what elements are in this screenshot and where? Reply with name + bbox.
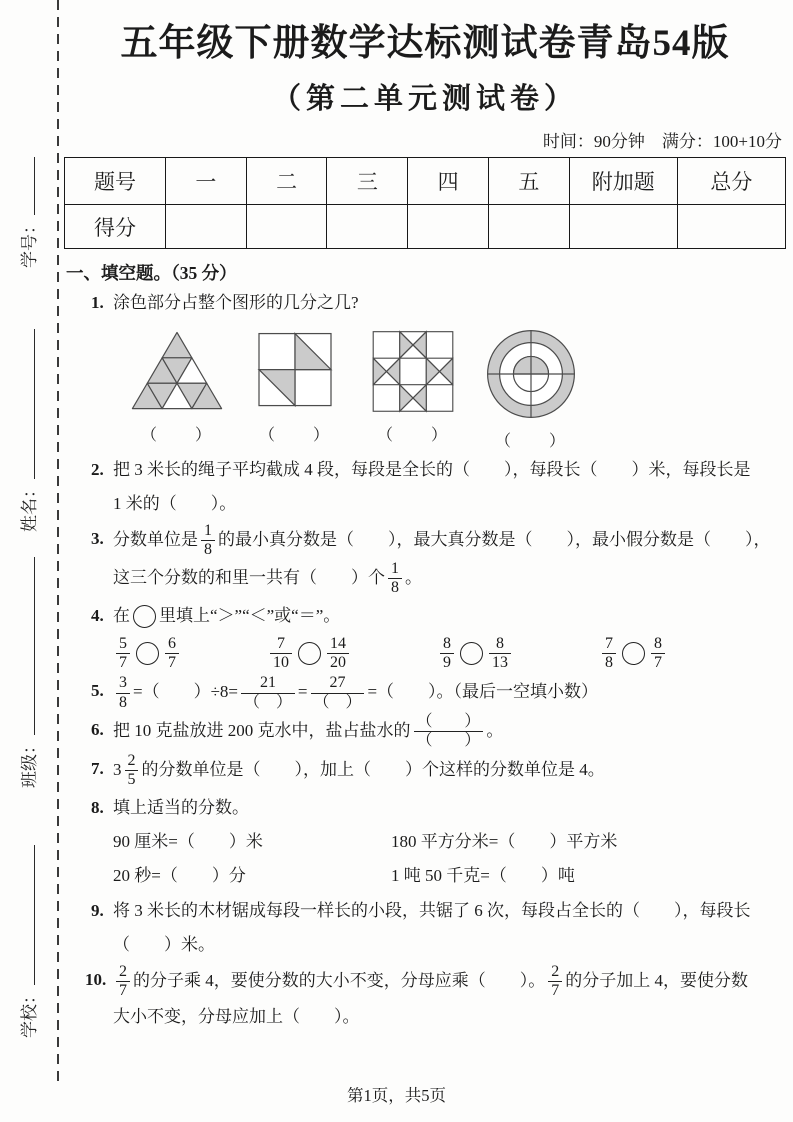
fraction: $\frac{21}{( )}$: [241, 674, 295, 712]
compare-circle-blank: [622, 642, 645, 665]
margin-label-text: 姓名：: [20, 481, 39, 532]
question-5: [64, 674, 786, 712]
question-number: 7.: [91, 758, 104, 778]
fraction: $\frac{8}{13}$: [489, 635, 511, 673]
exam-subtitle: （第二单元测试卷）: [271, 83, 578, 116]
write-in-line: [18, 329, 35, 479]
question-4: [64, 599, 786, 673]
margin-label-class: [15, 557, 40, 788]
question-line: 3 $\frac{2}{5}$ 的分数单位是（ ），加上（ ）个这样的分数单位是 4。: [113, 751, 605, 789]
page-number: 第1页，共5页: [347, 1086, 446, 1105]
question-line: $\frac{3}{8}$ =（ ）÷8= $\frac{21}{( )}$ = $\frac{27}{( )}$ =（ ）。（最后一空填小数）: [113, 674, 786, 712]
figure-circles: [472, 326, 590, 451]
conversion-grid: [113, 825, 786, 893]
fraction: $\frac{( )}{( )}$: [414, 713, 484, 751]
question-number: 4.: [91, 605, 104, 625]
question-text: [113, 752, 786, 790]
fraction: $\frac{2}{5}$: [125, 752, 139, 790]
question-number: 2.: [91, 460, 104, 480]
figure-triangle: [118, 326, 236, 451]
star-grid-figure-svg: [369, 326, 457, 416]
fraction: $\frac{27}{( )}$: [311, 674, 365, 712]
compare-circle-blank: [136, 642, 159, 665]
answer-blank: （ ）: [494, 433, 567, 451]
answer-blank: （ ）: [140, 427, 213, 445]
score-table-header-row: [65, 158, 786, 205]
fraction: $\frac{14}{20}$: [327, 635, 349, 673]
section-title: 一、填空题。（35 分）: [66, 263, 237, 284]
score-cell-empty: [408, 205, 489, 249]
fraction: $\frac{2}{7}$: [116, 963, 130, 1001]
question-10: [64, 963, 786, 1035]
conversion-item: 180 平方分米=（ ）平方米: [391, 831, 618, 851]
question-number: 10.: [85, 969, 107, 989]
question-line: 1 米的（ ）。: [113, 494, 237, 514]
comparison-item: [599, 635, 668, 673]
question-number: 3.: [91, 529, 104, 549]
square-figure-svg: [253, 326, 337, 416]
question-text: 在 里填上“＞”“＜”或“＝”。: [113, 599, 786, 633]
question-3: [64, 522, 786, 598]
question-text: [113, 894, 786, 962]
fraction: $\frac{6}{7}$: [165, 635, 179, 673]
margin-label-text: 学号：: [20, 217, 39, 268]
fraction: $\frac{8}{9}$: [440, 635, 454, 673]
question-line: 大小不变，分母应加上（ ）。: [113, 1007, 360, 1027]
question-text: [113, 713, 786, 751]
question-1-figures: [118, 326, 786, 451]
score-cell-empty: [165, 205, 246, 249]
write-in-line: [18, 845, 35, 985]
fraction: $\frac{8}{7}$: [651, 635, 665, 673]
compare-circle-blank: [460, 642, 483, 665]
answer-blank: （ ）: [376, 427, 449, 445]
score-cell-empty: [327, 205, 408, 249]
write-in-line: [18, 557, 35, 735]
question-number: 9.: [91, 900, 104, 920]
triangle-figure-svg: [125, 326, 229, 416]
question-line: 分数单位是 $\frac{1}{8}$ 的最小真分数是（ ），最大真分数是（ ），最小假分数是（ ），: [113, 522, 771, 559]
fraction: $\frac{5}{7}$: [116, 635, 130, 673]
margin-label-student-id: [15, 157, 40, 268]
score-header-cell: 总分: [677, 158, 785, 205]
question-9: [64, 894, 786, 962]
comparison-row: [113, 635, 786, 673]
comparison-item: [113, 635, 182, 673]
score-header-cell: 附加题: [569, 158, 677, 205]
score-header-cell: 三: [327, 158, 408, 205]
score-header-cell: 题号: [65, 158, 166, 205]
question-number: 6.: [91, 720, 104, 740]
score-cell-empty: [677, 205, 785, 249]
compare-circle-blank: [133, 605, 156, 628]
fraction: $\frac{1}{8}$: [388, 560, 402, 598]
question-line: 把 3 米长的绳子平均截成 4 段，每段是全长的（ ），每段长（ ）米，每段长是: [113, 460, 751, 480]
score-cell-empty: [488, 205, 569, 249]
score-header-cell: 四: [408, 158, 489, 205]
fraction: $\frac{1}{8}$: [201, 522, 215, 560]
exam-meta: 时间：90分钟 满分：100+10分: [542, 132, 782, 152]
margin-label-text: 学校：: [20, 987, 39, 1038]
question-2: [64, 453, 786, 521]
compare-circle-blank: [298, 642, 321, 665]
fold-dashed-line: [57, 0, 59, 1088]
fraction: $\frac{7}{10}$: [270, 635, 292, 673]
question-text: 涂色部分占整个图形的几分之几?: [113, 293, 359, 313]
question-7: [64, 752, 786, 790]
score-header-cell: 五: [488, 158, 569, 205]
exam-title: 五年级下册数学达标测试卷青岛54版: [120, 23, 730, 64]
question-number: 5.: [91, 681, 104, 701]
question-text: [113, 522, 786, 598]
question-6: [64, 713, 786, 751]
question-number: 1.: [91, 293, 104, 313]
question-number: 8.: [91, 797, 104, 817]
figure-square: [236, 326, 354, 451]
question-line: （ ）米。: [113, 934, 215, 954]
score-cell-empty: [246, 205, 327, 249]
question-line: $\frac{2}{7}$ 的分子乘 4，要使分数的大小不变，分母应乘（ ）。 $\frac{2}{7}$ 的分子加上 4，要使分数: [113, 963, 786, 1001]
question-line: 这三个分数的和里一共有（ ）个 $\frac{1}{8}$ 。: [113, 559, 422, 597]
question-text: [113, 674, 786, 712]
write-in-line: [18, 157, 35, 215]
question-line: 将 3 米长的木材锯成每段一样长的小段，共锯了 6 次，每段占全长的（ ），每段长: [113, 900, 751, 920]
score-table: [64, 157, 786, 249]
conversion-item: 90 厘米=（ ）米: [113, 831, 263, 851]
question-text: [113, 453, 786, 521]
score-table-score-row: [65, 205, 786, 249]
margin-label-text: 班级：: [20, 737, 39, 788]
question-text: [113, 963, 786, 1035]
comparison-item: [437, 635, 514, 673]
margin-label-school: [15, 845, 40, 1038]
question-line: 把 10 克盐放进 200 克水中，盐占盐水的 $\frac{( )}{( )}$ 。: [113, 713, 504, 750]
margin-label-name: [15, 329, 40, 532]
comparison-item: [267, 635, 352, 673]
fraction: $\frac{3}{8}$: [116, 674, 130, 712]
score-header-cell: 二: [246, 158, 327, 205]
fraction: $\frac{2}{7}$: [548, 963, 562, 1001]
circles-figure-svg: [483, 326, 579, 422]
question-1: [64, 286, 786, 320]
score-header-cell: 一: [165, 158, 246, 205]
score-row-label: 得分: [65, 205, 166, 249]
figure-star-grid: [354, 326, 472, 451]
conversion-item: 1 吨 50 千克=（ ）吨: [391, 865, 575, 885]
answer-blank: （ ）: [258, 427, 331, 445]
question-text: 填上适当的分数。: [113, 797, 249, 817]
question-8: [64, 791, 786, 893]
score-cell-empty: [569, 205, 677, 249]
fraction: $\frac{7}{8}$: [602, 635, 616, 673]
conversion-item: 20 秒=（ ）分: [113, 865, 246, 885]
